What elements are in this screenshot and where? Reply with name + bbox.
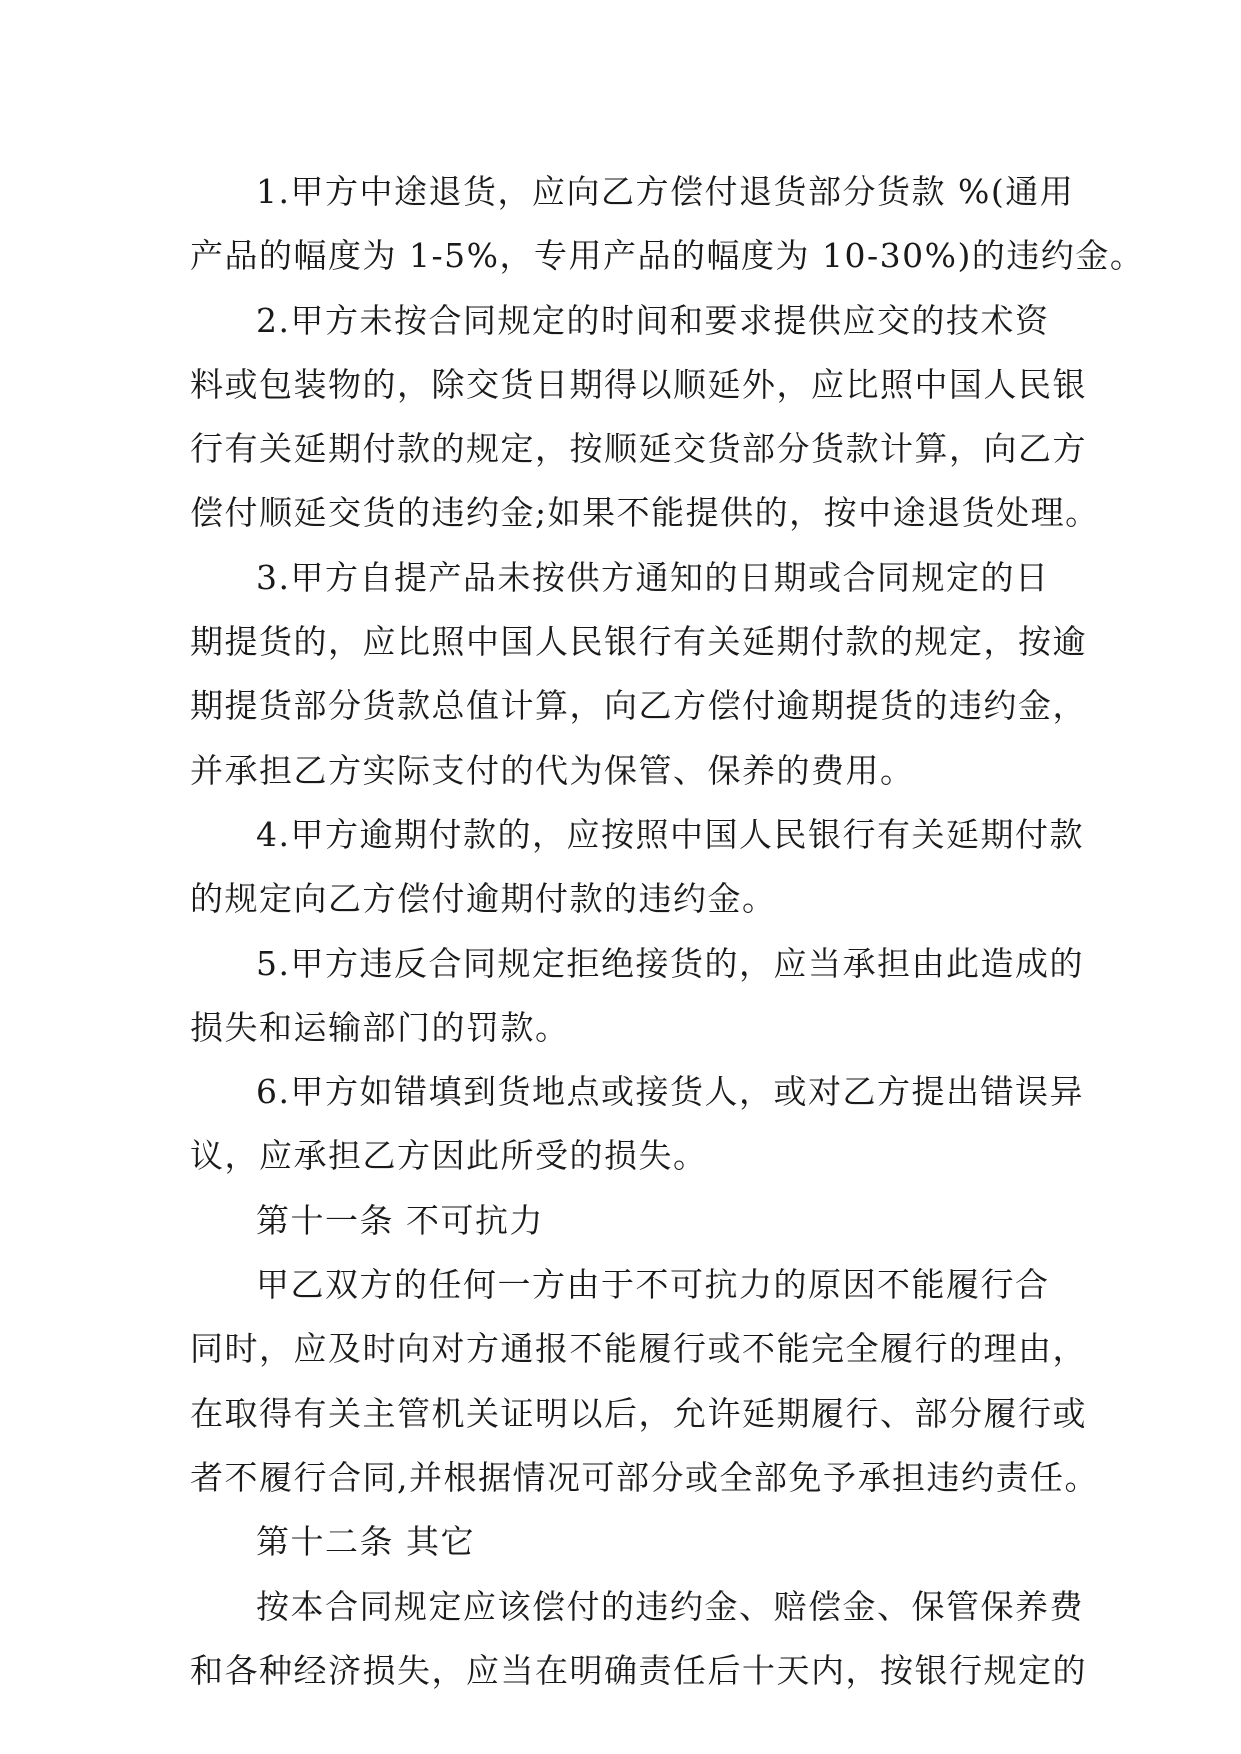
text-line: 5.甲方违反合同规定拒绝接货的，应当承担由此造成的 [256,943,1084,983]
text-line: 者不履行合同,并根据情况可部分或全部免予承担违约责任。 [190,1457,1099,1497]
text-line: 和各种经济损失，应当在明确责任后十天内，按银行规定的 [190,1650,1087,1690]
text-line: 料或包装物的，除交货日期得以顺延外，应比照中国人民银 [190,364,1087,404]
text-line: 期提货部分货款总值计算，向乙方偿付逾期提货的违约金， [190,686,1087,726]
text-line: 议，应承担乙方因此所受的损失。 [190,1136,708,1176]
text-line: 6.甲方如错填到货地点或接货人，或对乙方提出错误异 [256,1072,1084,1112]
clause-3-paragraph [190,546,1087,803]
article-11-body [190,1253,1099,1510]
text-line: 期提货的，应比照中国人民银行有关延期付款的规定，按逾 [190,622,1087,662]
clause-5-paragraph [190,932,1084,1061]
clause-4-paragraph [190,803,1084,932]
text-line: 甲乙双方的任何一方由于不可抗力的原因不能履行合 [256,1265,1050,1305]
text-line: 偿付顺延交货的违约金;如果不能提供的，按中途退货处理。 [190,493,1100,533]
document-body [190,160,1145,1703]
text-line: 3.甲方自提产品未按供方通知的日期或合同规定的日 [256,557,1050,597]
text-line: 的规定向乙方偿付逾期付款的违约金。 [190,879,777,919]
text-line: 行有关延期付款的规定，按顺延交货部分货款计算，向乙方 [190,429,1087,469]
clause-6-paragraph [190,1060,1084,1189]
text-line: 损失和运输部门的罚款。 [190,1007,570,1047]
text-line: 同时，应及时向对方通报不能履行或不能完全履行的理由， [190,1329,1087,1369]
article-12-body [190,1575,1087,1704]
text-line: 产品的幅度为 1-5%，专用产品的幅度为 10-30%)的违约金。 [190,236,1145,276]
article-11-heading [190,1189,1070,1253]
text-line: 按本合同规定应该偿付的违约金、赔偿金、保管保养费 [256,1586,1084,1626]
article-12-heading [190,1510,1070,1574]
text-line: 在取得有关主管机关证明以后，允许延期履行、部分履行或 [190,1393,1087,1433]
clause-1-paragraph [190,160,1145,289]
text-line: 4.甲方逾期付款的，应按照中国人民银行有关延期付款 [256,814,1084,854]
text-line: 第十二条 其它 [256,1522,475,1562]
clause-2-paragraph [190,289,1100,546]
text-line: 1.甲方中途退货，应向乙方偿付退货部分货款 %(通用 [256,172,1075,211]
text-line: 2.甲方未按合同规定的时间和要求提供应交的技术资 [256,300,1050,340]
text-line: 第十一条 不可抗力 [256,1200,544,1240]
text-line: 并承担乙方实际支付的代为保管、保养的费用。 [190,750,915,790]
